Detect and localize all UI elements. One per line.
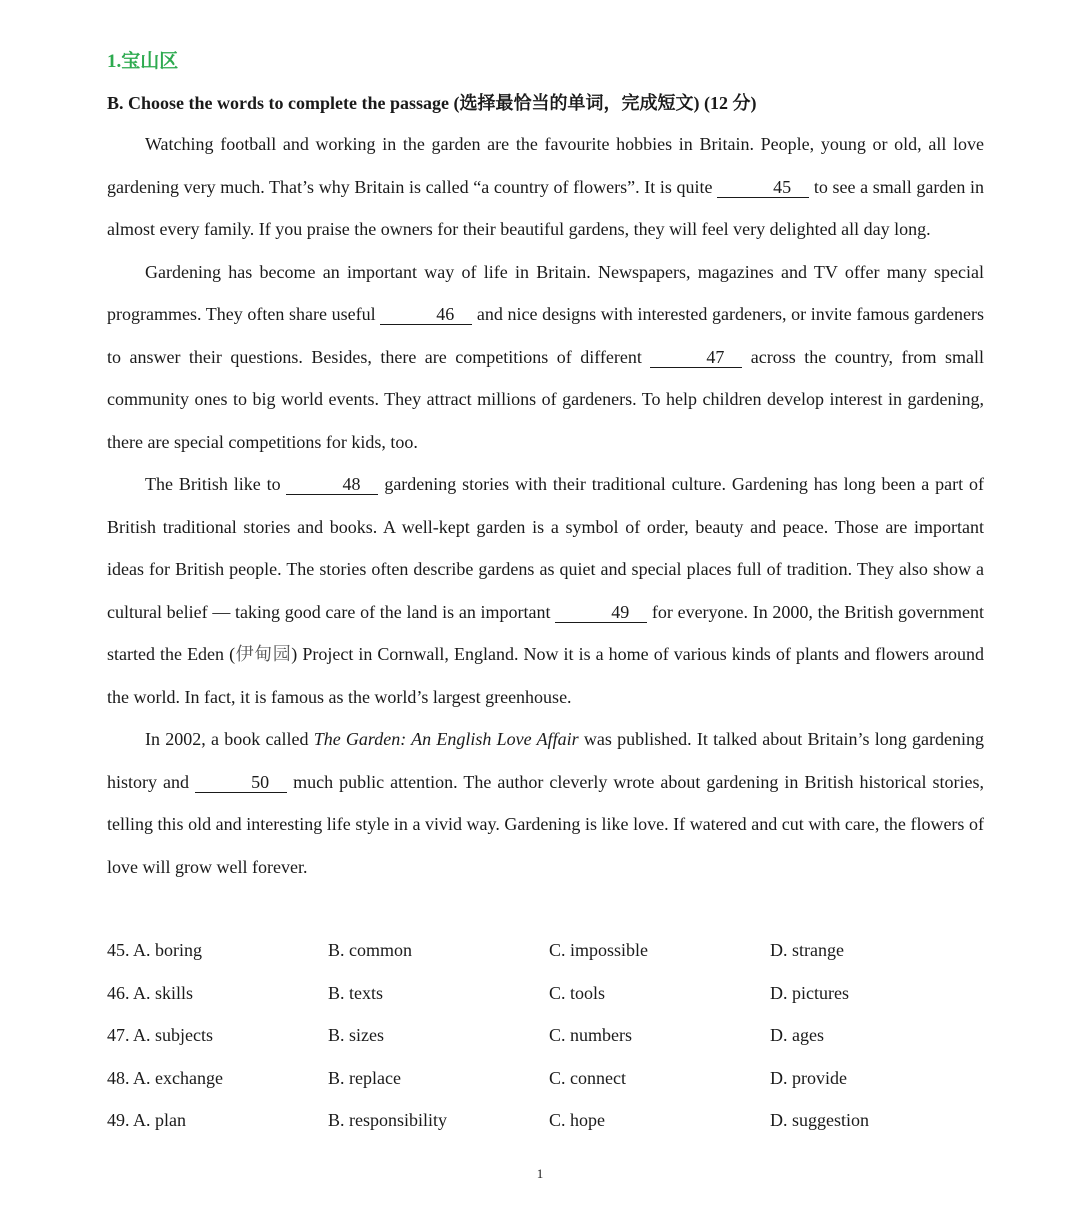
blank-48: 48 — [286, 474, 378, 495]
question-47-options — [107, 1014, 984, 1057]
question-45-options — [107, 929, 984, 972]
book-title: The Garden: An English Love Affair — [313, 729, 579, 749]
option-c: C. hope — [549, 1110, 605, 1130]
option-a: 45. A. boring — [107, 940, 203, 960]
text-segment: much public attention. The author cleverly wrote about gardening in British historical stories, telling this old and interesting life style in a vivid way. Gardening is like love. If watered and cut with care, the flowers of love will grow well forever. — [107, 771, 984, 877]
text-segment: In 2002, a book called — [145, 729, 314, 749]
option-b: B. sizes — [328, 1025, 384, 1045]
option-c: C. tools — [549, 982, 606, 1003]
text-segment: to see a small garden in almost every family. If you praise the owners for their beautiful gardens, they will feel very delighted all day long. — [107, 176, 984, 239]
option-d: D. strange — [770, 940, 844, 960]
chinese-gloss: 伊甸园 — [235, 644, 292, 664]
blank-46: 46 — [380, 304, 472, 325]
passage — [107, 123, 984, 888]
option-d: D. ages — [770, 1025, 824, 1045]
blank-45: 45 — [717, 177, 809, 198]
option-a: 49. A. plan — [107, 1110, 186, 1130]
blank-50: 50 — [195, 772, 287, 793]
option-d: D. provide — [770, 1067, 847, 1088]
text-segment: for everyone. In 2000, the British government started the Eden ( — [107, 601, 984, 664]
option-a: 48. A. exchange — [107, 1067, 223, 1088]
text-segment: gardening stories with their traditional culture. Gardening has long been a part of British traditional stories and books. A well-kept garden is a symbol of order, beauty and peace. Those are important ideas for British people. The stories often describe gardens as quiet and special places full of tradition. They also show a cultural belief — taking good care of the land is an important — [107, 474, 985, 622]
option-d: D. suggestion — [770, 1110, 869, 1130]
option-d: D. pictures — [770, 982, 849, 1003]
paragraph-1 — [107, 123, 984, 251]
text-segment: The British like to — [145, 474, 287, 494]
section-title: 1.宝山区 — [107, 51, 179, 72]
option-b: B. responsibility — [328, 1110, 448, 1130]
text-segment: ) Project in Cornwall, England. Now it is a home of various kinds of plants and flowers around the world. In fact, it is famous as the world’s largest greenhouse. — [107, 644, 984, 707]
text-segment: across the country, from small community ones to big world events. They attract millions of gardeners. To help children develop interest in gardening, there are special competitions for kids, too. — [107, 346, 984, 452]
text-segment: was published. It talked about Britain’s long gardening history and — [107, 729, 984, 792]
paragraph-2 — [107, 251, 984, 464]
blank-49: 49 — [555, 602, 647, 623]
task-heading: B. Choose the words to complete the passage (选择最恰当的单词，完成短文) (12 分) — [107, 93, 757, 113]
paragraph-4 — [107, 718, 984, 888]
text-segment: Watching football and working in the garden are the favourite hobbies in Britain. People, young or old, all love gardening very much. That’s why Britain is called “a country of flowers”. It is quite — [107, 134, 984, 197]
question-46-options — [107, 972, 984, 1015]
text-segment: Gardening has become an important way of life in Britain. Newspapers, magazines and TV offer many special programmes. They often share useful — [107, 261, 984, 324]
paragraph-3 — [107, 463, 984, 718]
text-segment: and nice designs with interested gardeners, or invite famous gardeners to answer their questions. Besides, there are competitions of different — [107, 304, 984, 367]
page-number: 1 — [536, 1166, 544, 1181]
option-c: C. connect — [549, 1067, 626, 1088]
answer-options — [107, 929, 984, 1142]
option-a: 47. A. subjects — [107, 1025, 213, 1045]
blank-47: 47 — [650, 347, 742, 368]
option-c: C. numbers — [549, 1025, 632, 1045]
option-a: 46. A. skills — [107, 982, 194, 1003]
question-48-options — [107, 1057, 984, 1100]
option-b: B. replace — [328, 1067, 401, 1088]
question-49-options — [107, 1099, 984, 1142]
option-b: B. common — [328, 940, 412, 960]
option-c: C. impossible — [549, 940, 649, 960]
option-b: B. texts — [328, 982, 384, 1003]
